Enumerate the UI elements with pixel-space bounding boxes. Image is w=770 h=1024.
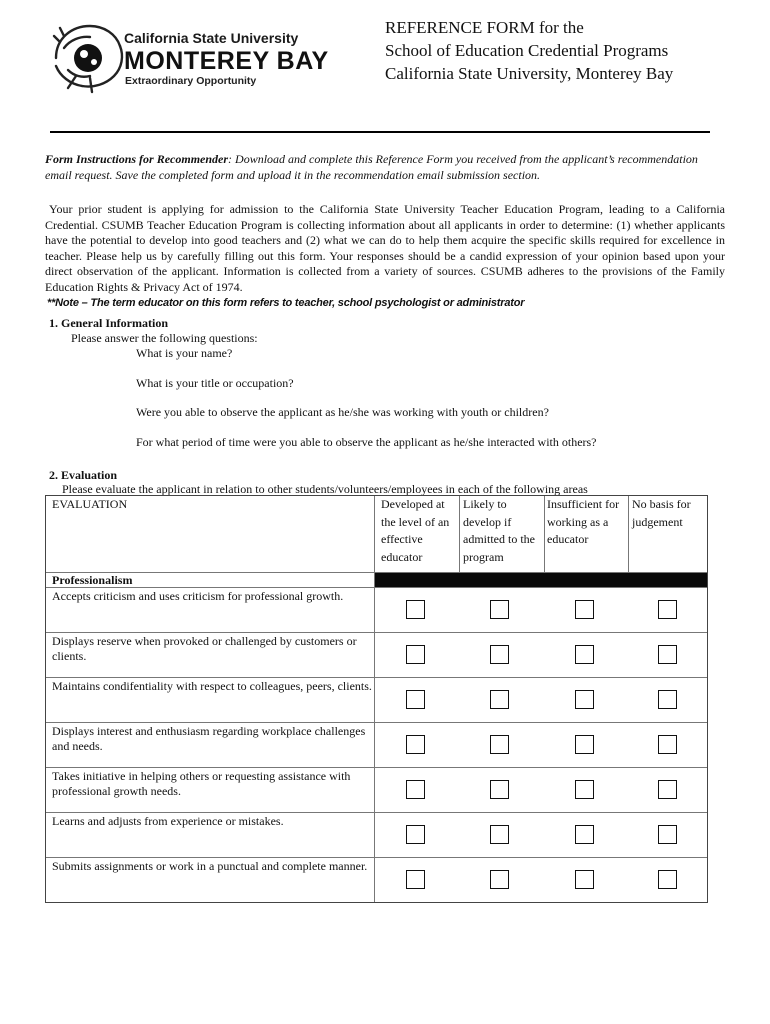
checkbox-no-basis[interactable] xyxy=(658,645,677,664)
checkbox-no-basis[interactable] xyxy=(658,780,677,799)
checkbox-developed[interactable] xyxy=(406,735,425,754)
instructions-label: Form Instructions for Recommender xyxy=(45,152,229,166)
form-subtitle: School of Education Credential Programs xyxy=(385,41,669,60)
col-header-insufficient: Insufficient for working as a educator xyxy=(547,497,620,546)
row-divider xyxy=(46,722,707,723)
logo-university-name: California State University xyxy=(124,30,299,46)
category-shading-bar xyxy=(375,573,707,587)
section2-heading: 2. Evaluation xyxy=(49,468,118,482)
criterion-confidentiality: Maintains condifentiality with respect to colleagues, peers, clients. xyxy=(52,679,372,693)
criterion-takes-initiative: Takes initiative in helping others or requesting assistance with professional growth needs. xyxy=(52,769,351,798)
form-institution: California State University, Monterey Bay xyxy=(385,64,674,83)
instructions-paragraph xyxy=(45,152,725,183)
checkbox-developed[interactable] xyxy=(406,690,425,709)
criterion-submits-assignments: Submits assignments or work in a punctual and complete manner. xyxy=(52,859,368,873)
logo-tagline: Extraordinary Opportunity xyxy=(125,75,257,87)
checkbox-insufficient[interactable] xyxy=(575,600,594,619)
row-divider xyxy=(46,767,707,768)
section1-subheading: Please answer the following questions: xyxy=(71,331,258,345)
category-professionalism: Professionalism xyxy=(52,573,133,587)
row-divider xyxy=(46,857,707,858)
checkbox-developed[interactable] xyxy=(406,870,425,889)
col-header-no-basis: No basis for judgement xyxy=(632,497,691,529)
col-divider xyxy=(459,496,460,572)
checkbox-likely[interactable] xyxy=(490,690,509,709)
row-divider xyxy=(46,812,707,813)
evaluation-col-header: EVALUATION xyxy=(52,497,128,511)
header-divider xyxy=(50,131,710,133)
checkbox-no-basis[interactable] xyxy=(658,690,677,709)
checkbox-developed[interactable] xyxy=(406,600,425,619)
section2-subheading: Please evaluate the applicant in relation to other students/volunteers/employees in each of the following areas xyxy=(62,482,588,496)
checkbox-likely[interactable] xyxy=(490,825,509,844)
checkbox-insufficient[interactable] xyxy=(575,735,594,754)
csumb-logo xyxy=(50,18,329,98)
checkbox-developed[interactable] xyxy=(406,780,425,799)
intro-paragraph: Your prior student is applying for admission to the California State University Teacher Education Program, leading to a California Credential. CSUMB Teacher Education Program is collecting information about all applicants in order to determine: (1) whether applicants have the potential to develop into good teachers and (2) what we can do to help them acquire the specific skills required for excellence in teacher. Please help us by carefully filling out this form. Your responses should be a candid expression of your opinion based upon your direct observation of the applicant. Information is collected from a variety of sources. CSUMB adheres to the provisions of the Family Education Rights & Privacy Act of 1974. xyxy=(45,202,725,294)
question-title: What is your title or occupation? xyxy=(136,376,294,390)
checkbox-no-basis[interactable] xyxy=(658,735,677,754)
checkbox-insufficient[interactable] xyxy=(575,780,594,799)
col-header-developed: Developed at the level of an effective educator xyxy=(381,497,450,564)
checkbox-no-basis[interactable] xyxy=(658,870,677,889)
col-divider xyxy=(544,496,545,572)
checkbox-likely[interactable] xyxy=(490,600,509,619)
question-period: For what period of time were you able to observe the applicant as he/she interacted with others? xyxy=(136,435,597,449)
criterion-accepts-criticism: Accepts criticism and uses criticism for professional growth. xyxy=(52,589,344,603)
instructions-text: : Download and complete this Reference Form you received from the applicant’s recommendation email request. Save the completed form and upload it in the recommendation email submission section. xyxy=(45,152,698,182)
form-title: REFERENCE FORM for the xyxy=(385,18,584,37)
evaluation-table xyxy=(45,495,708,903)
educator-note: **Note – The term educator on this form refers to teacher, school psychologist or administrator xyxy=(47,297,525,309)
checkbox-no-basis[interactable] xyxy=(658,600,677,619)
section1-heading: 1. General Information xyxy=(49,316,168,330)
criterion-interest-enthusiasm: Displays interest and enthusiasm regarding workplace challenges and needs. xyxy=(52,724,366,753)
checkbox-developed[interactable] xyxy=(406,825,425,844)
criterion-learns-adjusts: Learns and adjusts from experience or mistakes. xyxy=(52,814,284,828)
row-divider xyxy=(46,677,707,678)
checkbox-likely[interactable] xyxy=(490,735,509,754)
question-observe: Were you able to observe the applicant as he/she was working with youth or children? xyxy=(136,405,549,419)
logo-campus-name: MONTEREY BAY xyxy=(124,47,329,75)
checkbox-likely[interactable] xyxy=(490,780,509,799)
row-divider xyxy=(46,632,707,633)
checkbox-insufficient[interactable] xyxy=(575,690,594,709)
checkbox-likely[interactable] xyxy=(490,870,509,889)
col-header-likely: Likely to develop if admitted to the program xyxy=(463,497,535,564)
col-divider xyxy=(628,496,629,572)
col-divider xyxy=(374,496,375,902)
checkbox-developed[interactable] xyxy=(406,645,425,664)
question-name: What is your name? xyxy=(136,346,233,360)
checkbox-insufficient[interactable] xyxy=(575,825,594,844)
checkbox-insufficient[interactable] xyxy=(575,645,594,664)
checkbox-insufficient[interactable] xyxy=(575,870,594,889)
criterion-displays-reserve: Displays reserve when provoked or challenged by customers or clients. xyxy=(52,634,357,663)
checkbox-no-basis[interactable] xyxy=(658,825,677,844)
otter-logo-icon xyxy=(50,18,126,96)
checkbox-likely[interactable] xyxy=(490,645,509,664)
